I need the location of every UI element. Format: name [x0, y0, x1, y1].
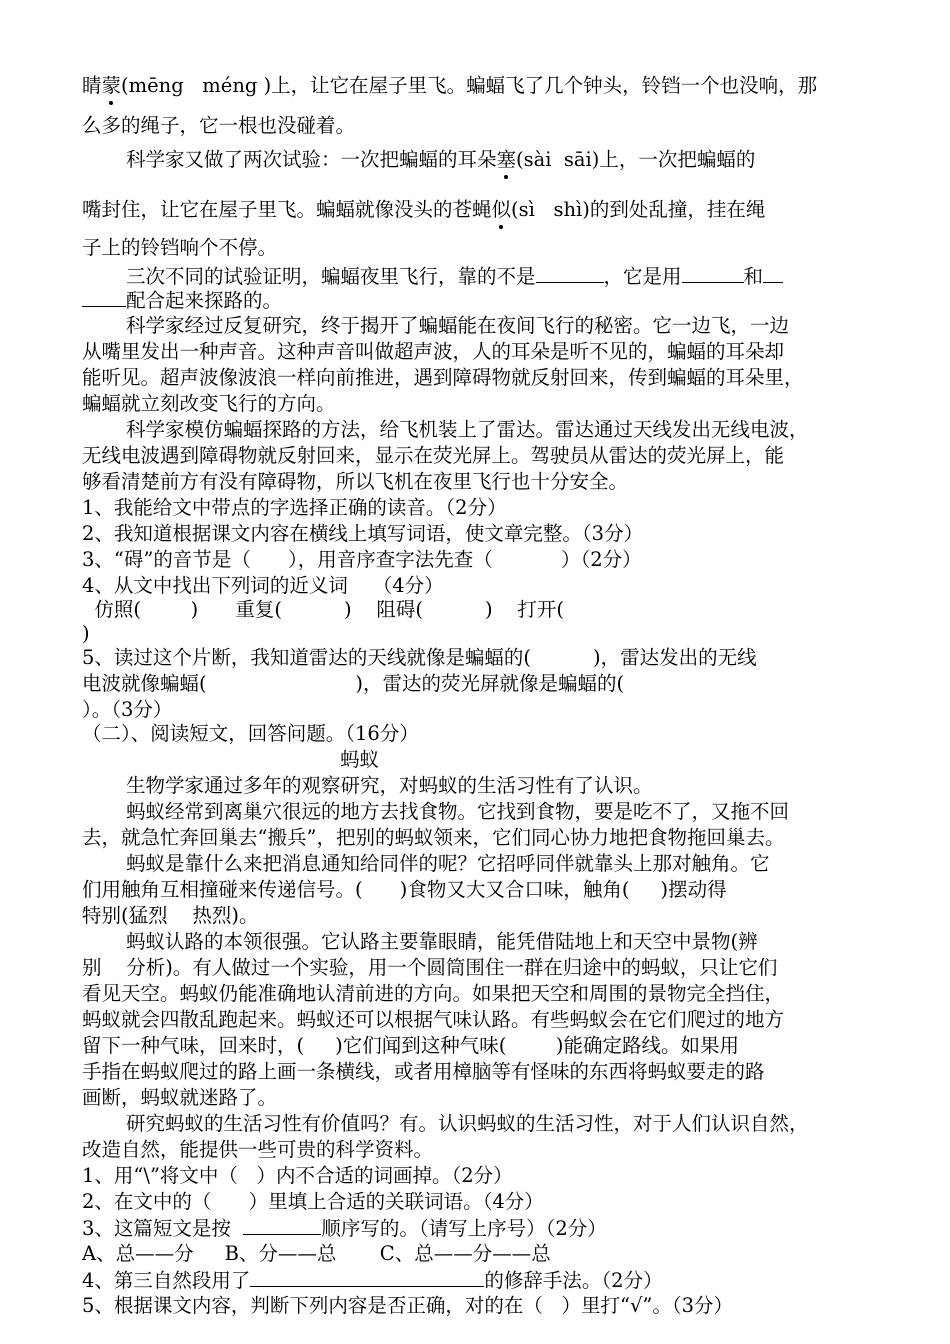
fill-blank[interactable] — [536, 264, 604, 283]
article-line: 蚂蚁认路的本领很强。它认路主要靠眼睛，能凭借陆地上和天空中景物(辨 — [126, 930, 758, 953]
article-title: 蚂蚁 — [340, 748, 380, 771]
text: 三次不同的试验证明，蝙蝠夜里飞行，靠的不是 — [126, 265, 536, 288]
question: 4、从文中找出下列词的近义词 （4分） — [82, 574, 444, 597]
text: 和 — [743, 265, 764, 288]
article-line: 特别(猛烈 热烈)。 — [82, 904, 259, 927]
article-line: 看见天空。蚂蚁仍能准确地认清前进的方向。如果把天空和周围的景物完全挡住， — [82, 982, 785, 1005]
passage-line: 科学家模仿蝙蝠探路的方法，给飞机装上了雷达。雷达通过天线发出无线电波， — [126, 418, 809, 441]
question: 1、我能给文中带点的字选择正确的读音。（2分） — [82, 496, 507, 519]
question-words: 仿照( ) 重复( ) 阻碍( ) 打开( — [82, 598, 564, 621]
text: 顺序写的。（请写上序号）（2分） — [321, 1217, 607, 1240]
question: 1、用“\”将文中（ ）内不合适的词画掉。（2分） — [82, 1164, 513, 1187]
passage-line: 能听见。超声波像波浪一样向前推进，遇到障碍物就反射回来，传到蝙蝠的耳朵里， — [82, 366, 804, 389]
passage-line — [82, 288, 282, 313]
article-line: 们用触角互相撞碰来传递信号。( )食物又大又合口味，触角( )摆动得 — [82, 878, 727, 901]
text: (sì shì)的到处乱撞，挂在绳 — [511, 198, 766, 221]
text: 睛 — [82, 74, 102, 97]
question: ）。（3分） — [82, 698, 173, 721]
passage-line: 无线电波遇到障碍物就反射回来，显示在荧光屏上。驾驶员从雷达的荧光屏上，能 — [82, 444, 785, 467]
passage-line: 子上的铃铛响个不停。 — [82, 236, 278, 259]
passage-line: 蝙蝠就立刻改变飞行的方向。 — [82, 392, 336, 415]
article-line: 改造自然，能提供一些可贵的科学资料。 — [82, 1138, 434, 1161]
text: 科学家又做了两次试验：一次把蝙蝠的耳朵 — [126, 148, 497, 171]
article-line: 蚂蚁经常到离巢穴很远的地方去找食物。它找到食物，要是吃不了，又拖不回 — [126, 800, 790, 823]
article-line: 画断，蚂蚁就迷路了。 — [82, 1086, 278, 1109]
fill-blank[interactable] — [250, 1268, 484, 1287]
text: (mēng méng )上，让它在屋子里飞。蝙蝠飞了几个钟头，铃铛一个也没响，那 — [121, 74, 818, 97]
passage-line: 从嘴里发出一种声音。这种声音叫做超声波，人的耳朵是听不见的，蝙蝠的耳朵却 — [82, 340, 785, 363]
question — [82, 1268, 663, 1293]
passage-line: 够看清楚前方有没有障碍物，所以飞机在夜里飞行也十分安全。 — [82, 470, 629, 493]
question: 5、根据课文内容，判断下列内容是否正确，对的在（ ）里打“√”。（3分） — [82, 1294, 734, 1317]
question: 2、在文中的（ ）里填上合适的关联词语。（4分） — [82, 1190, 544, 1213]
text: 的修辞手法。（2分） — [484, 1269, 663, 1292]
text: 4、第三自然段用了 — [82, 1269, 251, 1292]
question: 2、我知道根据课文内容在横线上填写词语，使文章完整。（3分） — [82, 522, 644, 545]
passage-line — [126, 264, 783, 289]
question — [82, 1216, 607, 1241]
question: 5、读过这个片断，我知道雷达的天线就像是蝙蝠的( )，雷达发出的无线 — [82, 646, 757, 669]
passage-line — [126, 148, 755, 172]
passage-line — [82, 74, 817, 98]
dotted-char: 蒙 — [101, 74, 122, 97]
dotted-char: 似 — [491, 198, 512, 221]
passage-line: 么多的绳子，它一根也没碰着。 — [82, 114, 356, 137]
passage-line: 科学家经过反复研究，终于揭开了蝙蝠能在夜间飞行的秘密。它一边飞，一边 — [126, 314, 790, 337]
text: (sài sāi)上，一次把蝙蝠的 — [516, 148, 756, 171]
fill-blank[interactable] — [682, 264, 744, 283]
fill-blank[interactable] — [763, 264, 783, 283]
question-words: ) — [82, 622, 90, 645]
text: ，它是用 — [603, 265, 682, 288]
article-line: 留下一种气味，回来时，( )它们闻到这种气味( )能确定路线。如果用 — [82, 1034, 740, 1057]
fill-blank[interactable] — [82, 288, 126, 307]
text: 3、这篇短文是按 — [82, 1217, 244, 1240]
answer-options: A、总——分 B、分——总 C、总——分——总 — [82, 1242, 551, 1265]
article-line: 去，就急忙奔回巢去“搬兵”，把别的蚂蚁领来，它们同心协力地把食物拖回巢去。 — [82, 826, 785, 849]
article-line: 生物学家通过多年的观察研究，对蚂蚁的生活习性有了认识。 — [126, 774, 653, 797]
text: 配合起来探路的。 — [126, 289, 283, 312]
article-line: 蚂蚁就会四散乱跑起来。蚂蚁还可以根据气味认路。有些蚂蚁会在它们爬过的地方 — [82, 1008, 785, 1031]
article-line: 别 分析)。有人做过一个实验，用一个圆筒围住一群在归途中的蚂蚁，只让它们 — [82, 956, 778, 979]
article-line: 蚂蚁是靠什么来把消息通知给同伴的呢？它招呼同伴就靠头上那对触角。它 — [126, 852, 770, 875]
section-heading: （二）、阅读短文，回答问题。（16分） — [82, 722, 419, 745]
article-line: 研究蚂蚁的生活习性有价值吗？有。认识蚂蚁的生活习性，对于人们认识自然， — [126, 1112, 809, 1135]
passage-line — [82, 198, 765, 222]
article-line: 手指在蚂蚁爬过的路上画一条横线，或者用樟脑等有怪味的东西将蚂蚁要走的路 — [82, 1060, 765, 1083]
question: 3、“碍”的音节是（ ），用音序查字法先查（ ）（2分） — [82, 548, 642, 571]
fill-blank[interactable] — [243, 1216, 321, 1235]
question: 电波就像蝙蝠( )，雷达的荧光屏就像是蝙蝠的( — [82, 672, 625, 695]
dotted-char: 塞 — [496, 148, 517, 171]
text: 嘴封住，让它在屋子里飞。蝙蝠就像没头的苍蝇 — [82, 198, 492, 221]
